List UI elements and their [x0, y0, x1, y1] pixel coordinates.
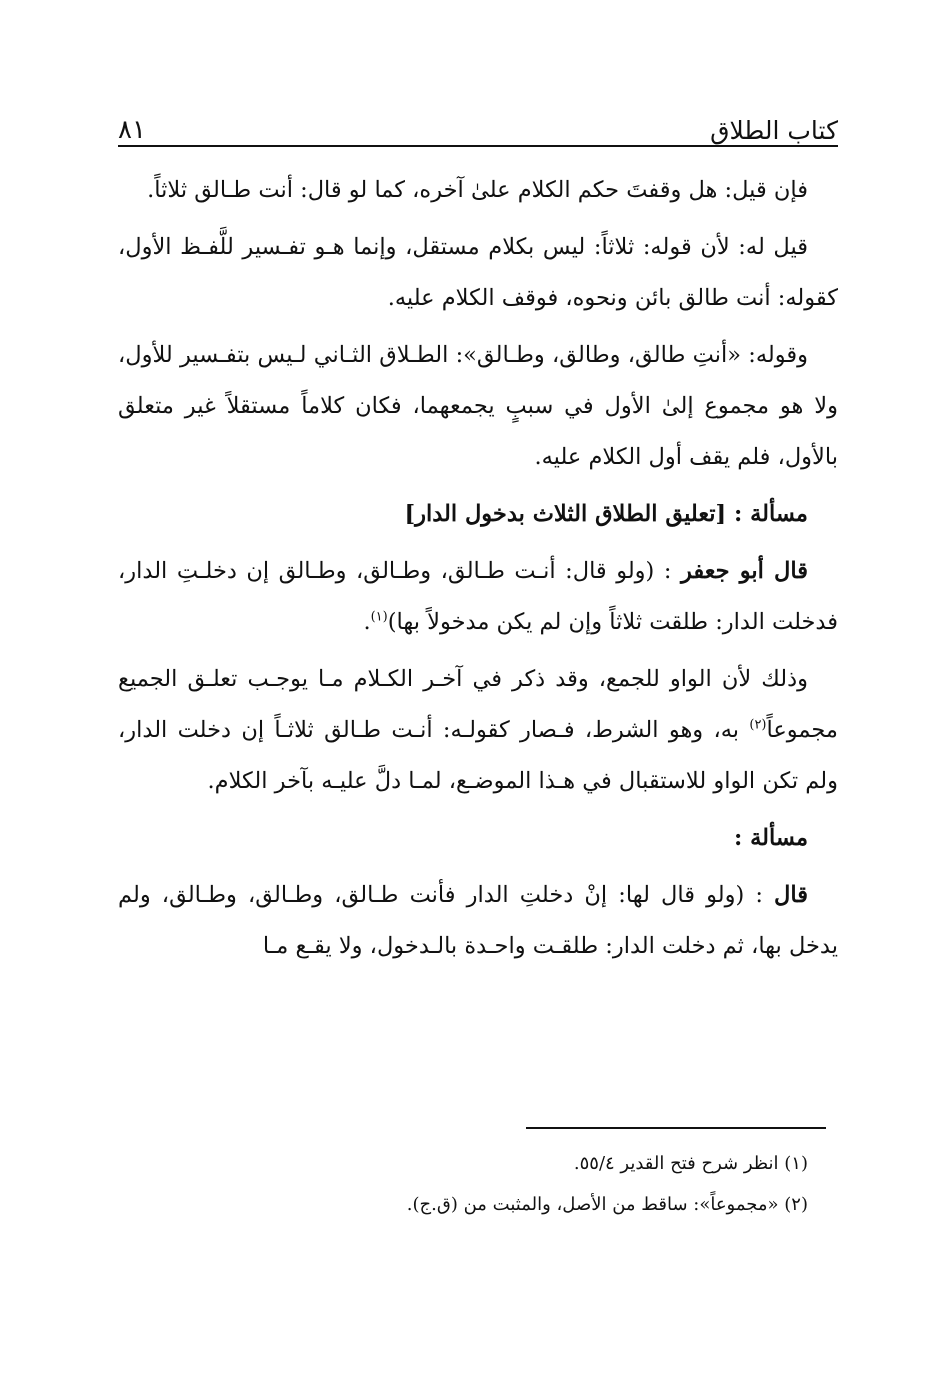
- footnote-1: (١) انظر شرح فتح القدير ٥٥/٤.: [573, 1153, 808, 1174]
- paragraph-2: قيل له: لأن قوله: ثلاثاً: ليس بكلام مستقل، وإنما هـو تفـسير للَّفـظ الأول، كقوله: أنت طالق بائن ونحوه، فوقف الكلام عليه.: [118, 234, 838, 311]
- section-heading-2: مسألة :: [733, 825, 808, 851]
- speaker-lead: قال أبو جعفر: [680, 558, 808, 584]
- paragraph-5: [118, 654, 838, 807]
- footnotes: [118, 1127, 838, 1225]
- paragraph-5-text: وذلك لأن الواو للجمع، وقد ذكر في آخـر الكـلام مـا يوجـب تعلـق الجميع مجموعاً: [118, 666, 838, 743]
- paragraph-4-text: : (ولو قال: أنـت طـالق، وطـالق، وطـالق إن دخلـتِ الدار، فدخلت الدار: طلقت ثلاثاً وإن لم يكن مدخولاً بها): [118, 558, 838, 635]
- paragraph-3: وقوله: «أنتِ طالق، وطالق، وطـالق»: الطـلاق الثـاني لـيس بتفـسير للأول، ولا هو مجموع إلىٰ الأول في سببٍ يجمعهما، فكان كلاماً مستقلاً غير متعلق بالأول، فلم يقف أول الكلام عليه.: [118, 342, 838, 470]
- main-text: [118, 165, 838, 972]
- footnote-marker-1: (١): [370, 609, 388, 625]
- paragraph-6: [118, 870, 838, 972]
- paragraph-6-text: : (ولو قال لها: إنْ دخلتِ الدار فأنت طـالق، وطـالق، وطـالق، ولم يدخل بها، ثم دخلت الدار: طلقـت واحـدة بالـدخول، ولا يقـع مـا: [118, 882, 838, 959]
- paragraph-4: [118, 546, 838, 648]
- page-number: ٨١: [118, 115, 146, 145]
- book-page: [118, 95, 838, 1325]
- running-header: [118, 95, 838, 147]
- section-heading-1: مسألة : [تعليق الطلاق الثلاث بدخول الدار]: [404, 501, 808, 527]
- paragraph-1: فإن قيل: هل وقفتَ حكم الكلام علىٰ آخره، كما لو قال: أنت طـالق ثلاثاً.: [147, 177, 808, 203]
- footnote-marker-2: (٢): [749, 717, 767, 733]
- footnote-2: (٢) «مجموعاً»: ساقط من الأصل، والمثبت من (ق.ج).: [406, 1194, 808, 1215]
- paragraph-4-end: .: [363, 609, 371, 635]
- paragraph-5-end: به، وهو الشرط، فـصار كقولـه: أنـت طـالق ثلاثـاً إن دخلت الدار، ولم تكن الواو للاستقبال في هـذا الموضـع، لمـا دلَّ عليـه بآخر الكلام.: [118, 717, 838, 794]
- speaker-lead-2: قال: [774, 882, 808, 908]
- chapter-title: كتاب الطلاق: [710, 116, 838, 145]
- footnote-rule: [526, 1127, 826, 1129]
